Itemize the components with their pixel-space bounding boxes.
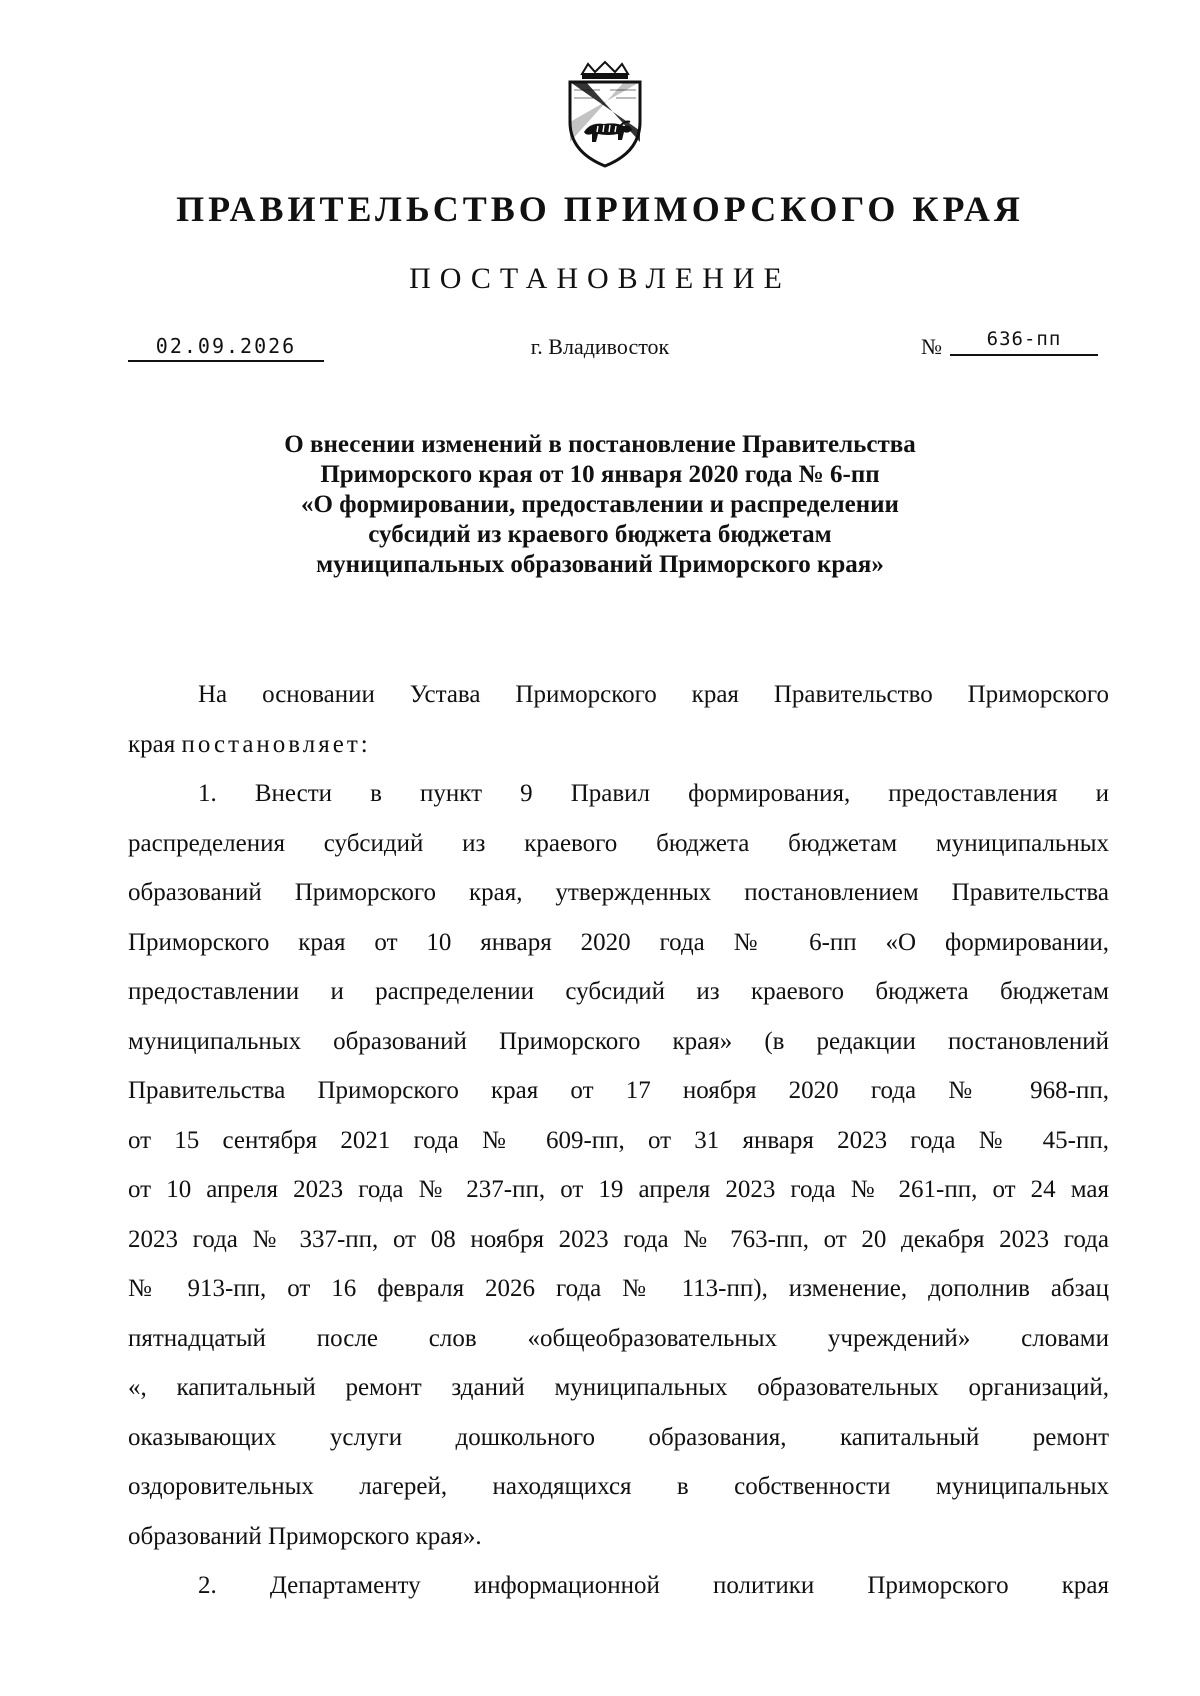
body-line: от 10 апреля 2023 года № 237-пп, от 19 апреля 2023 года № 261-пп, от 24 мая (128, 1176, 1109, 1203)
body-line: № 913-пп, от 16 февраля 2026 года № 113-пп), изменение, дополнив абзац (128, 1275, 1109, 1302)
body-line: 2023 года № 337-пп, от 08 ноября 2023 года № 763-пп, от 20 декабря 2023 года (128, 1225, 1109, 1253)
body-line: пятнадцатый после слов «общеобразовательных учреждений» словами (128, 1324, 1109, 1352)
preamble-line: На основании Устава Приморского края Правительство Приморского (198, 681, 1109, 708)
body-line: предоставлении и распределении субсидий из краевого бюджета бюджетам (128, 978, 1109, 1005)
preamble-line (128, 720, 1109, 770)
body-line: образований Приморского края, утвержденных постановлением Правительства (128, 879, 1109, 906)
document-subject (160, 430, 1040, 580)
body-line: 2. Департаменту информационной политики Приморского края (198, 1572, 1109, 1599)
decree-verb: постановляет: (181, 730, 371, 758)
body-line: 1. Внести в пункт 9 Правил формирования, предоставления и (198, 780, 1109, 807)
body-line: распределения субсидий из краевого бюджета бюджетам муниципальных (128, 829, 1109, 857)
subject-line: муниципальных образований Приморского края» (316, 551, 884, 578)
document-city: г. Владивосток (530, 334, 670, 359)
body-line: Приморского края от 10 января 2020 года № 6-пп «О формировании, (128, 928, 1109, 956)
subject-line: О внесении изменений в постановление Правительства (284, 431, 916, 458)
preamble-text: края (128, 730, 182, 758)
organization-name: ПРАВИТЕЛЬСТВО ПРИМОРСКОГО КРАЯ (176, 189, 1024, 229)
subject-line: «О формировании, предоставлении и распределении (301, 491, 899, 518)
body-line: оздоровительных лагерей, находящихся в собственности муниципальных (128, 1473, 1109, 1500)
body-line: Правительства Приморского края от 17 ноября 2020 года № 968-пп, (128, 1077, 1109, 1104)
document-number: 636-пп (950, 328, 1098, 356)
body-line: от 15 сентября 2021 года № 609-пп, от 31 января 2023 года № 45-пп, (128, 1126, 1109, 1154)
subject-line: субсидий из краевого бюджета бюджетам (368, 521, 832, 548)
number-sign: № (921, 334, 942, 359)
body-line: «, капитальный ремонт зданий муниципальных образовательных организаций, (128, 1374, 1109, 1401)
document-date: 02.09.2026 (128, 334, 324, 362)
coat-of-arms-icon (560, 60, 650, 170)
document-body (128, 670, 1109, 1611)
body-line: оказывающих услуги дошкольного образования, капитальный ремонт (128, 1423, 1109, 1451)
document-type: ПОСТАНОВЛЕНИЕ (409, 262, 791, 295)
body-line: образований Приморского края». (128, 1522, 482, 1550)
body-line: муниципальных образований Приморского края» (в редакции постановлений (128, 1027, 1109, 1055)
subject-line: Приморского края от 10 января 2020 года № 6-пп (320, 461, 880, 488)
